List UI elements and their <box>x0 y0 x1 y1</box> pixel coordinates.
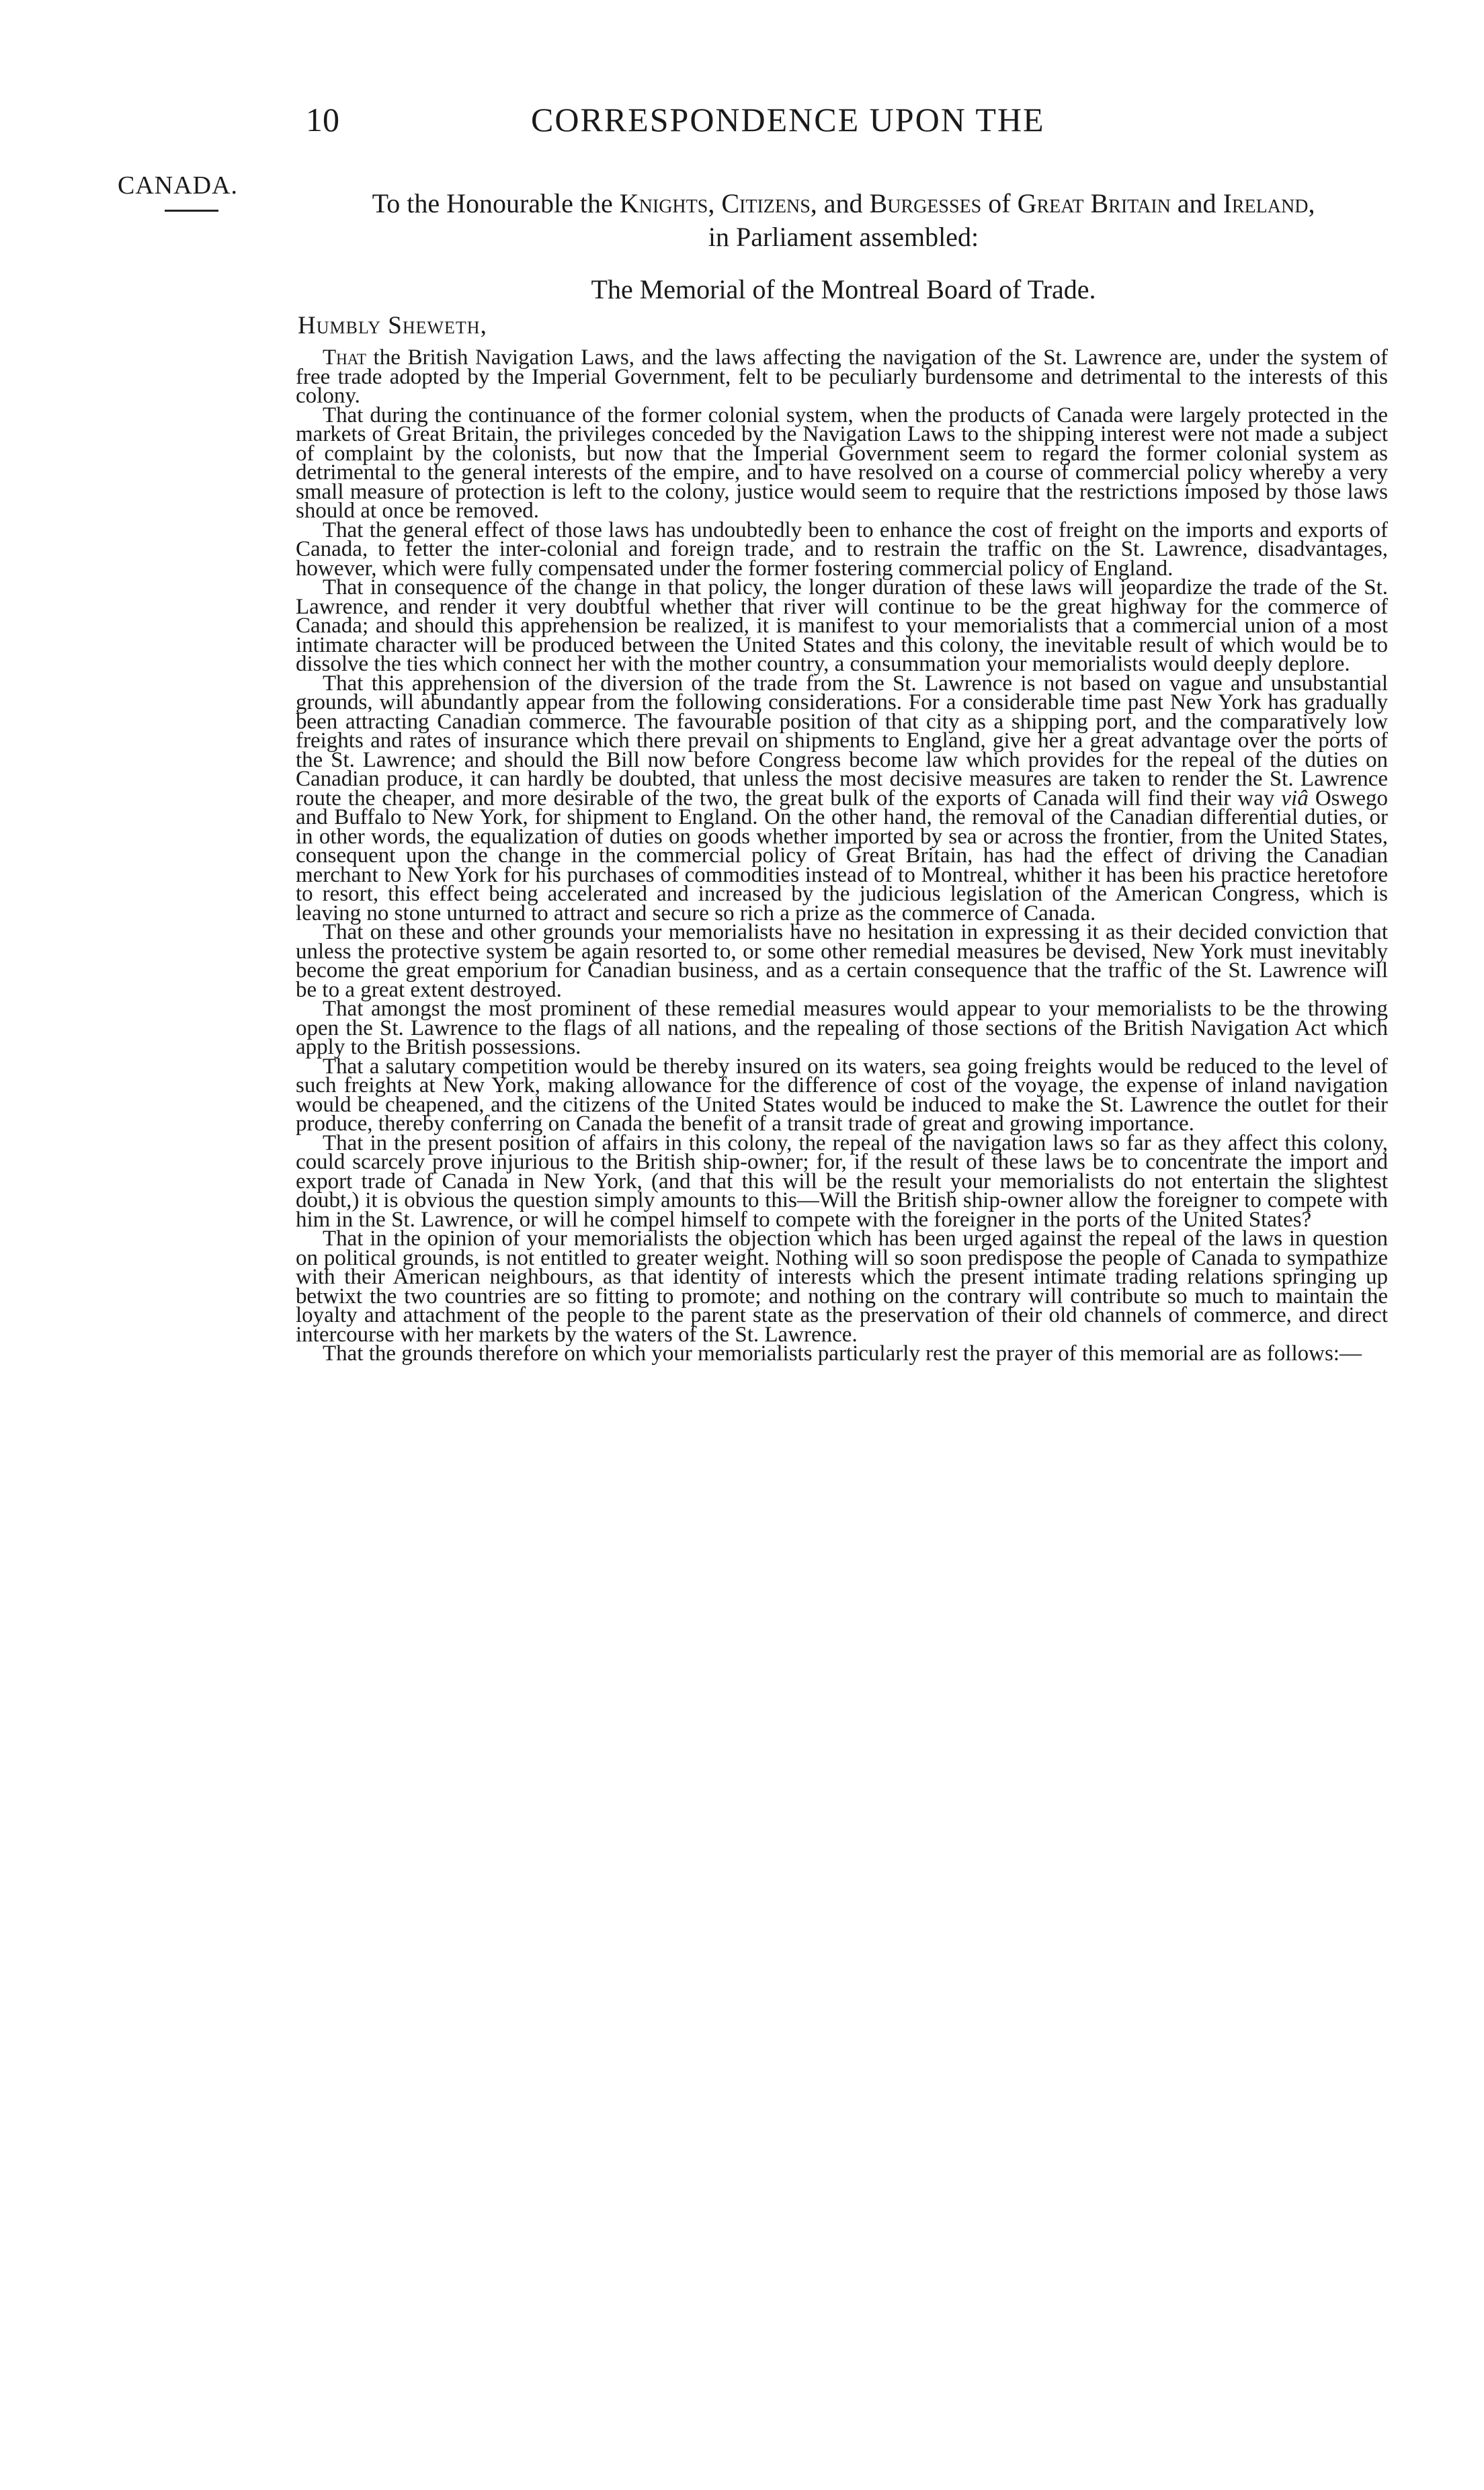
address-part: of <box>981 188 1018 218</box>
address-great-britain: Great Britain <box>1017 188 1171 218</box>
address-part: , and <box>810 188 870 218</box>
paragraph: That a salutary competition would be thereby insured on its waters, sea going freights would be reduced to the level of such freights at New York, making allowance for the difference of cost of the voyage, the expense of inland navigation would be cheapened, and the citizens of the United States would be induced to make the St. Lawrence the outlet for their produce, thereby conferring on Canada the benefit of a transit trade of great and growing importance. <box>296 1054 1388 1136</box>
memorial-title: The Memorial of the Montreal Board of Trade. <box>591 274 1096 304</box>
address-line-1 <box>272 187 1415 220</box>
paragraph-text: Oswego and Buffalo to New York, for shipment to England. On the other hand, the removal of the Canadian differential duties, or in other words, the equalization of duties on goods whether imported by sea or across the frontier, from the United States, consequent upon the change in the commercial policy of Great Britain, has had the effect of driving the Canadian merchant to New York for his purchases of commodities instead of to Montreal, whither it has been his practice heretofore to resort, this effect being accelerated and increased by the judicious legislation of the American Congress, which is leaving no stone unturned to attract and secure so rich a prize as the commerce of Canada. <box>296 786 1388 925</box>
side-heading: CANADA. <box>118 171 239 200</box>
memorial-body <box>296 345 1388 1366</box>
paragraph: That the grounds therefore on which your memorialists particularly rest the prayer of this memorial are as follows:— <box>323 1341 1362 1366</box>
paragraph-text: the British Navigation Laws, and the laws affecting the navigation of the St. Lawrence are, under the system of free trade adopted by the Imperial Government, felt to be peculiarly burdensome and detrimental to the interests of this colony. <box>296 345 1388 408</box>
side-heading-rule <box>165 210 218 212</box>
paragraph: That in the opinion of your memorialists the objection which has been urged against the repeal of the laws in question on political grounds, is not entitled to greater weight. Nothing will so soon predispose the people of Canada to sympathize with their American neighbours, as that identity of interests which the present intimate trading relations springing up betwixt the two countries are so fitting to promote; and nothing on the contrary will contribute so much to maintain the loyalty and attachment of the people to the parent state as the preservation of their old channels of commerce, and direct intercourse with her markets by the waters of the St. Lawrence. <box>296 1227 1388 1347</box>
address-line-2: in Parliament assembled: <box>708 222 979 252</box>
address-burgesses: Burgesses <box>869 188 982 218</box>
paragraph-text: That this apprehension of the diversion of the trade from the St. Lawrence is not based on vague and unsubstantial grounds, will abundantly appear from the following considerations. For a considerable time past New York has gradually been attracting Canadian commerce. The favourable position of that city as a shipping port, and the comparatively low freights and rates of insurance which there prevail on shipments to England, give her a great advantage over the ports of the St. Lawrence; and should the Bill now before Congress become law which provides for the repeal of the duties on Canadian produce, it can hardly be doubted, that unless the most decisive measures are taken to render the St. Lawrence route the cheaper, and more desirable of the two, the great bulk of the exports of Canada will find their way <box>296 671 1388 811</box>
address-citizens: Citizens <box>721 188 811 218</box>
paragraph <box>296 345 1388 408</box>
paragraph <box>296 671 1388 925</box>
address-part: and <box>1170 188 1223 218</box>
address-heading <box>272 187 1415 254</box>
paragraph: That amongst the most prominent of these remedial measures would appear to your memorialists to be the throwing open the St. Lawrence to the flags of all nations, and the repealing of those sections of the British Navigation Act which apply to the British possessions. <box>296 997 1388 1059</box>
address-part: To the Honourable the <box>372 188 620 218</box>
address-knights: Knights <box>619 188 708 218</box>
address-ireland: Ireland <box>1223 188 1309 218</box>
address-part: , <box>708 188 722 218</box>
paragraph: That during the continuance of the former colonial system, when the products of Canada were largely protected in the markets of Great Britain, the privileges conceded by the Navigation Laws to the shipping interest were not made a subject of complaint by the colonists, but now that the Imperial Government seem to regard the former colonial system as detrimental to the general interests of the empire, and to have resolved on a course of commercial policy whereby a very small measure of protection is left to the colony, justice would seem to require that the restrictions imposed by those laws should at once be removed. <box>296 403 1388 523</box>
page-number: 10 <box>306 101 339 138</box>
paragraph: That the general effect of those laws has undoubtedly been to enhance the cost of freight on the imports and exports of Canada, to fetter the inter-colonial and foreign trade, and to restrain the traffic on the St. Lawrence, disadvantages, however, which were fully compensated under the former fostering commercial policy of England. <box>296 517 1388 581</box>
paragraph: That in the present position of affairs in this colony, the repeal of the navigation laws so far as they affect this colony, could scarcely prove injurious to the British ship-owner; for, if the result of these laws be to concentrate the import and export trade of Canada in New York, (and that this will be the result your memorialists do not entertain the slightest doubt,) it is obvious the question simply amounts to this—Will the British ship-owner allow the foreigner to compete with him in the St. Lawrence, or will he compel himself to compete with the foreigner in the ports of the United States? <box>296 1130 1388 1232</box>
paragraph: That on these and other grounds your memorialists have no hesitation in expressing it as their decided conviction that unless the protective system be again resorted to, or some other remedial measures be devised, New York must inevitably become the great emporium for Canadian business, and as a certain consequence that the traffic of the St. Lawrence will be to a great extent destroyed. <box>296 920 1388 1002</box>
salutation: Humbly Sheweth, <box>298 312 487 339</box>
paragraph: That in consequence of the change in that policy, the longer duration of these laws will jeopardize the trade of the St. Lawrence, and render it very doubtful whether that river will continue to be the great highway for the commerce of Canada; and should this apprehension be realized, it is manifest to your memorialists that a commercial union of a most intimate character will be produced between the United States and this colony, the inevitable result of which would be to dissolve the ties which connect her with the mother country, a consummation your memorialists would deeply deplore. <box>296 575 1388 676</box>
address-part: , <box>1308 188 1315 218</box>
running-title: CORRESPONDENCE UPON THE <box>531 101 1045 138</box>
italic-word: viâ <box>1281 786 1309 811</box>
lead-word: That <box>323 345 366 370</box>
